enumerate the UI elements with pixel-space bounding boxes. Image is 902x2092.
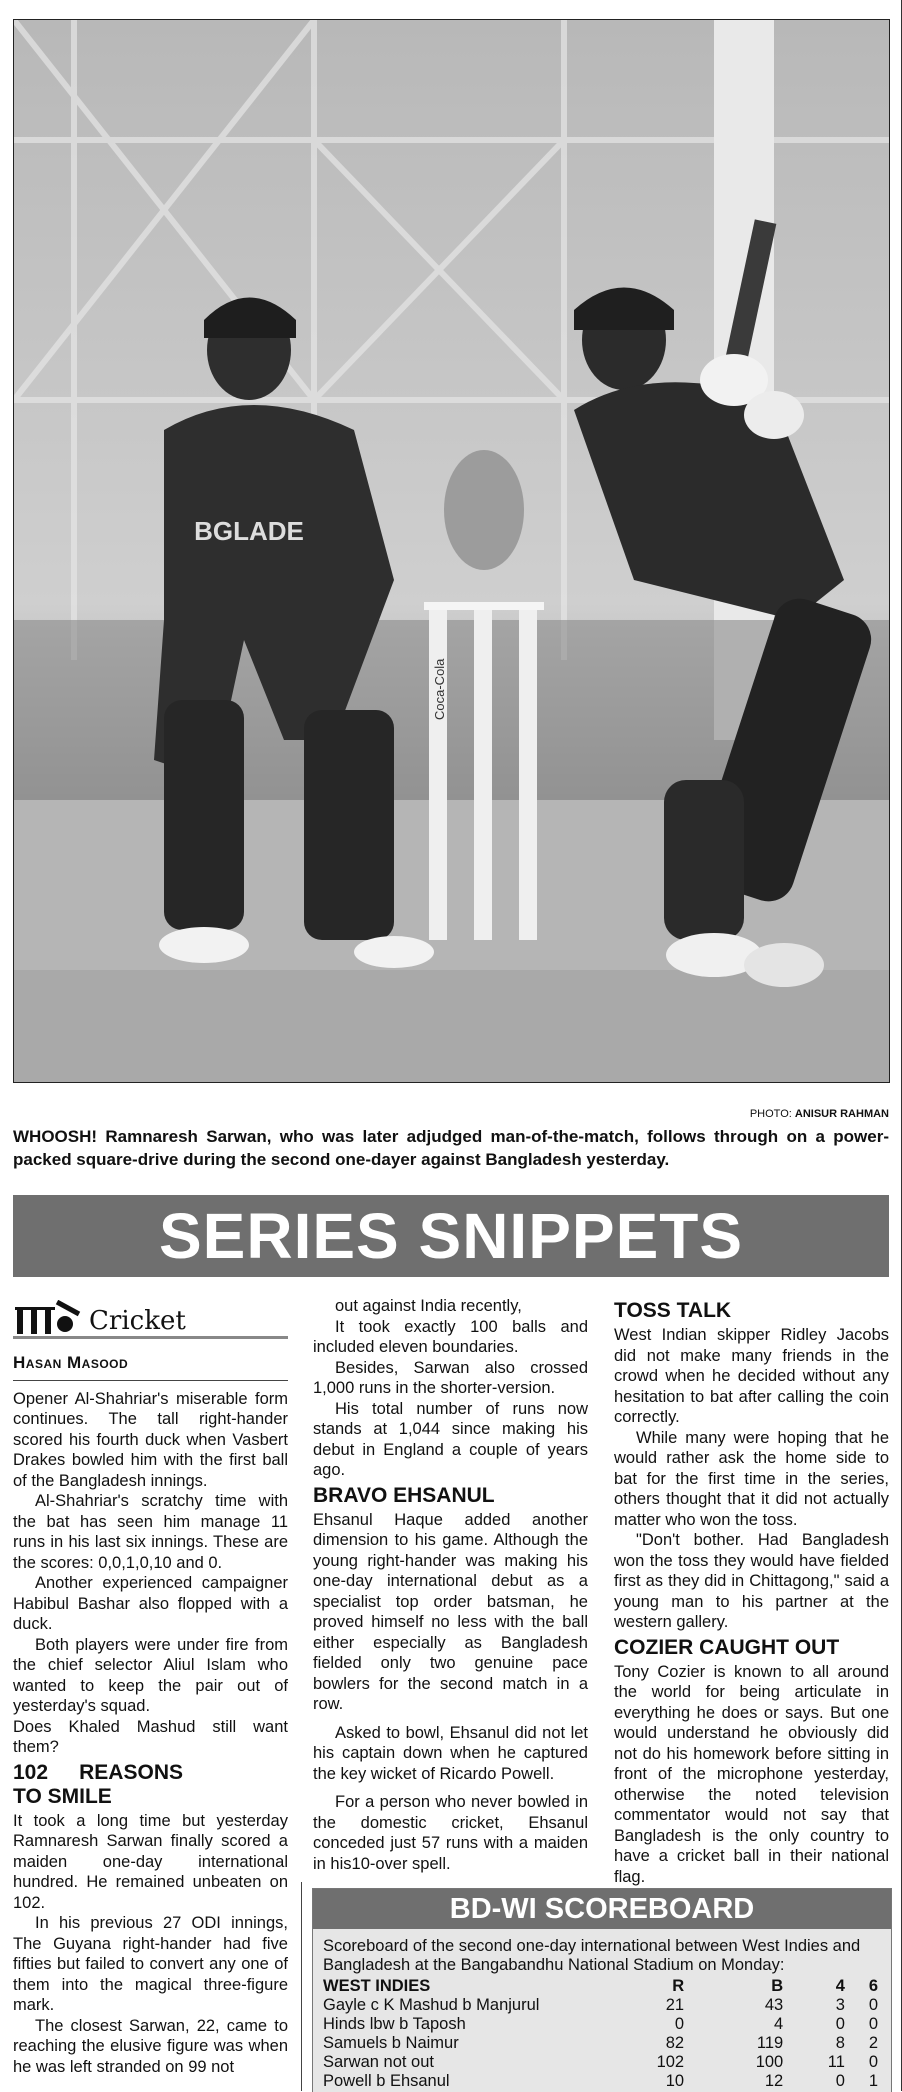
photo-credit (750, 1108, 889, 1120)
cricket-photo-illustration (14, 20, 889, 1082)
fours: 3 (835, 1996, 845, 2014)
table-row (323, 2072, 878, 2091)
paragraph: Asked to bowl, Ehsanul did not let his captain down when he captured the key wicket of Ricardo Powell. (313, 1723, 588, 1783)
keeper-shirt-text: BGLADE (194, 516, 304, 546)
paragraph: Ehsanul Haque added another dimension to his game. Although the young right-hander was making his one-day international debut as a specialist top order batsman, he proved himself no less with the ball either especially as Bangladesh fielded only two genuine pace bowlers for the second match in a row. (313, 1510, 588, 1713)
table-row (323, 2015, 878, 2034)
cricket-stumps-icon (13, 1300, 83, 1336)
paragraph: The closest Sarwan, 22, came to reaching the elusive figure was when he was left stranded on 99 not (13, 2016, 288, 2076)
sixes: 0 (868, 2015, 878, 2033)
header-team: WEST INDIES (323, 1977, 431, 1995)
paragraph: Al-Shahriar's scratchy time with the bat has seen him manage 11 runs in his last six innings. These are the scores: 0,0,1,0,10 and 0. (13, 1492, 288, 1572)
column-2 (313, 1296, 588, 1874)
header-fours: 4 (835, 1977, 845, 1995)
column-logo-text: Cricket (89, 1306, 186, 1336)
balls: 12 (764, 2072, 784, 2090)
paragraph: His total number of runs now stands at 1,044 since making his debut in England a couple of years ago. (313, 1399, 588, 1479)
cricket-column-logo (13, 1296, 288, 1339)
batsman: Sarwan not out (323, 2053, 434, 2071)
table-header-row (323, 1977, 878, 1996)
runs: 82 (665, 2034, 685, 2052)
paragraph: In his previous 27 ODI innings, The Guyana right-hander had five fifties but failed to convert any one of them into the magical three-figure mark. (13, 1914, 288, 2014)
scoreboard-table (323, 1977, 878, 2091)
paragraph: Another experienced campaigner Habibul Bashar also flopped with a duck. (13, 1574, 288, 1633)
balls: 43 (764, 1996, 784, 2014)
photo-credit-label: PHOTO: (749, 1108, 792, 1120)
paragraph: Opener Al-Shahriar's miserable form continues. The tall right-hander scored his fourth duck when Vasbert Drakes bowled him with the first ball of the Bangladesh innings. (13, 1389, 288, 1490)
fours: 0 (835, 2072, 845, 2090)
batsman: Samuels b Naimur (323, 2034, 459, 2052)
paragraph: Does Khaled Mashud still want them? (13, 1717, 288, 1756)
fours: 8 (835, 2034, 845, 2052)
byline: Hasan Masood (13, 1353, 288, 1381)
scoreboard-title: BD-WI SCOREBOARD (449, 1892, 755, 1925)
batsman: Powell b Ehsanul (323, 2072, 450, 2090)
paragraph: Tony Cozier is known to all around the world for being articulate in everything he does or says. But one would understand he obviously did not do his homework before sitting in front of the microphone yesterday, otherwise the noted television commentator would not say that Bangladesh is the only country to have a cricket ball in their national flag. (614, 1662, 889, 1886)
cricket-photo (13, 19, 890, 1083)
table-row (323, 2053, 878, 2072)
scoreboard-box (312, 1888, 892, 2092)
paragraph: "Don't bother. Had Bangladesh won the toss they would have fielded first as they did in Chittagong," said a young man to his partner at the western gallery. (614, 1531, 889, 1631)
paragraph: While many were hoping that he would rather ask the home side to bat for the first time in the series, others thought that it did not actually matter who won the toss. (614, 1428, 889, 1529)
paragraph: Besides, Sarwan also crossed 1,000 runs in the shorter-version. (313, 1358, 588, 1397)
subhead-toss-talk: TOSS TALK (614, 1299, 732, 1322)
fours: 11 (827, 2053, 845, 2071)
header-runs: R (672, 1977, 685, 1995)
paragraph: It took a long time but yesterday Ramnaresh Sarwan finally scored a maiden one-day international hundred. He remained unbeaten on 102. (13, 1811, 288, 1912)
paragraph: West Indian skipper Ridley Jacobs did not make many friends in the crowd when he decided without any hesitation to bat after calling the coin correctly. (614, 1326, 889, 1426)
series-snippets-banner (13, 1195, 889, 1277)
scoreboard-header (313, 1889, 891, 1929)
balls: 4 (774, 2015, 784, 2033)
sixes: 0 (868, 1996, 878, 2014)
fours: 0 (835, 2015, 845, 2033)
photo-caption: WHOOSH! Ramnaresh Sarwan, who was later adjudged man-of-the-match, follows through on a power-packed square-drive during the second one-dayer against Bangladesh yesterday. (13, 1127, 889, 1169)
sixes: 2 (868, 2034, 878, 2052)
sixes: 0 (868, 2053, 878, 2071)
batsman: Gayle c K Mashud b Manjurul (323, 1996, 540, 2014)
subhead-102-reasons: 102 REASONS TO SMILE (13, 1760, 183, 1808)
column-1 (13, 1296, 288, 2077)
banner-title: SERIES SNIPPETS (158, 1200, 744, 1272)
paragraph: Both players were under fire from the chief selector Aliul Islam who wanted to keep the pair out of yesterday's squad. (13, 1635, 288, 1715)
subhead-cozier-caught-out: COZIER CAUGHT OUT (614, 1635, 840, 1659)
column-3 (614, 1296, 889, 1887)
table-row (323, 2034, 878, 2053)
paragraph: out against India recently, (335, 1297, 522, 1315)
runs: 10 (665, 2072, 685, 2090)
paragraph: For a person who never bowled in the domestic cricket, Ehsanul conceded just 57 runs with a maiden in his10-over spell. (313, 1793, 588, 1873)
stump-logo-text: Coca-Cola (432, 658, 447, 720)
paragraph: It took exactly 100 balls and included eleven boundaries. (313, 1317, 588, 1356)
balls: 100 (755, 2053, 784, 2071)
batsman: Hinds lbw b Taposh (323, 2015, 466, 2033)
balls: 119 (756, 2034, 784, 2052)
scoreboard-divider (301, 1882, 302, 2091)
header-sixes: 6 (868, 1977, 878, 1995)
subhead-bravo-ehsanul: BRAVO EHSANUL (313, 1483, 495, 1507)
header-balls: B (771, 1977, 784, 1995)
runs: 21 (665, 1996, 685, 2014)
sixes: 1 (868, 2072, 878, 2090)
table-row (323, 1996, 878, 2015)
photo-credit-name: ANISUR RAHMAN (794, 1108, 889, 1120)
scoreboard-intro: Scoreboard of the second one-day international between West Indies and Bangladesh at the Bangabandhu National Stadium on Monday: (323, 1937, 861, 1974)
runs: 0 (674, 2015, 685, 2033)
runs: 102 (656, 2053, 685, 2071)
